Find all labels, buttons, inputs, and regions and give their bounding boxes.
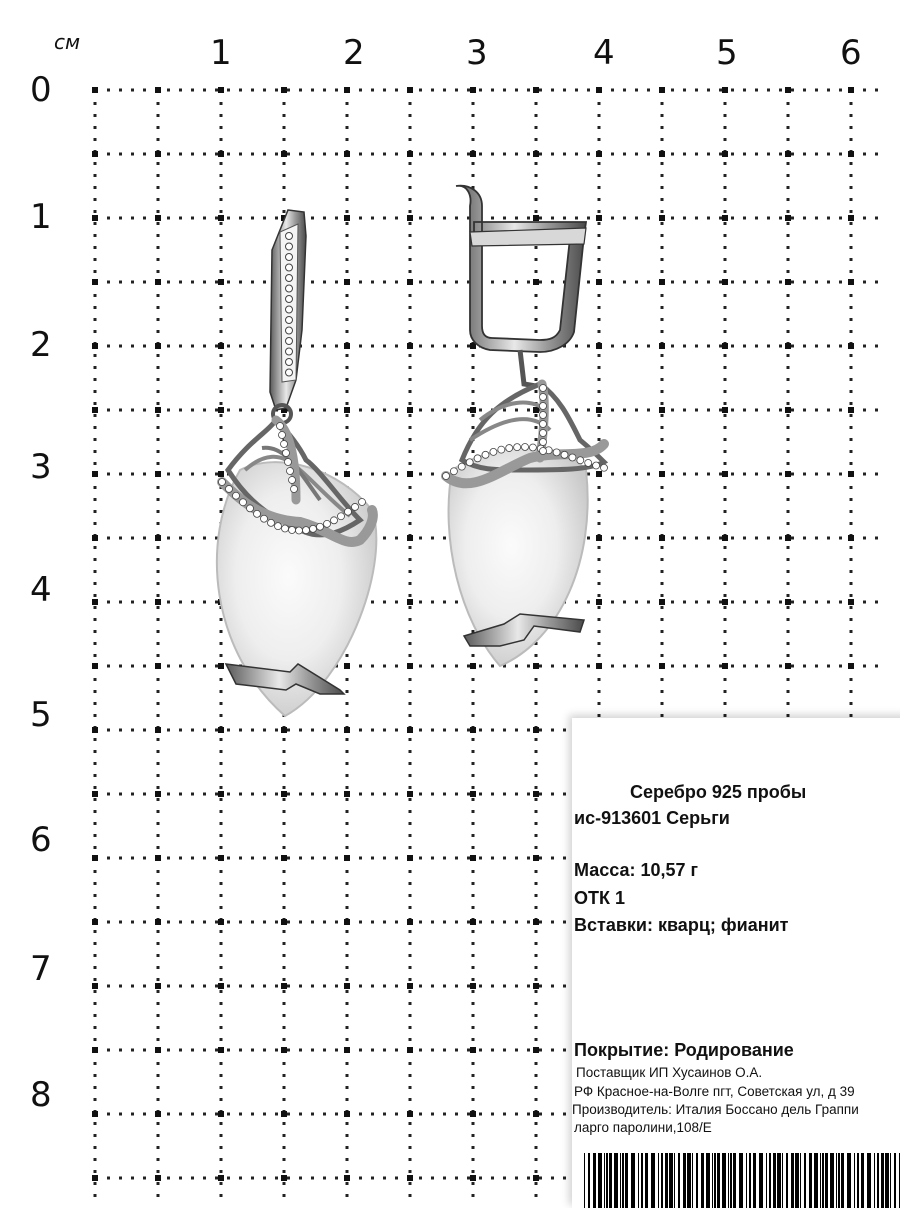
- label-address: РФ Красное-на-Волге пгт, Советская ул, д 39: [574, 1084, 855, 1099]
- x-tick-4: 4: [593, 33, 615, 73]
- label-supplier: Поставщик ИП Хусаинов О.А.: [576, 1065, 763, 1080]
- label-producer: Производитель: Италия Боссано дель Граппи: [572, 1102, 859, 1117]
- y-tick-0: 0: [30, 70, 52, 110]
- product-label: [572, 718, 900, 1208]
- y-tick-7: 7: [30, 949, 52, 989]
- left-earring: [217, 210, 376, 716]
- label-coating: Покрытие: Родирование: [574, 1040, 794, 1060]
- label-producer-address: ларго паролини,108/E: [574, 1120, 712, 1135]
- label-otk: ОТК 1: [574, 888, 625, 908]
- y-tick-8: 8: [30, 1075, 52, 1115]
- y-tick-4: 4: [30, 570, 52, 610]
- label-article: ис-913601 Серьги: [574, 808, 730, 828]
- y-tick-3: 3: [30, 447, 52, 487]
- x-tick-6: 6: [840, 33, 862, 73]
- y-tick-1: 1: [30, 197, 52, 237]
- y-tick-6: 6: [30, 820, 52, 860]
- y-tick-5: 5: [30, 695, 52, 735]
- label-material: Серебро 925 пробы: [630, 782, 807, 802]
- x-tick-2: 2: [343, 33, 365, 73]
- label-mass: Масса: 10,57 г: [574, 860, 699, 880]
- y-tick-2: 2: [30, 325, 52, 365]
- x-tick-1: 1: [210, 33, 232, 73]
- label-inserts: Вставки: кварц; фианит: [574, 915, 789, 935]
- right-earring: [443, 186, 608, 666]
- unit-label: см: [54, 30, 81, 54]
- x-tick-5: 5: [716, 33, 738, 73]
- x-tick-3: 3: [466, 33, 488, 73]
